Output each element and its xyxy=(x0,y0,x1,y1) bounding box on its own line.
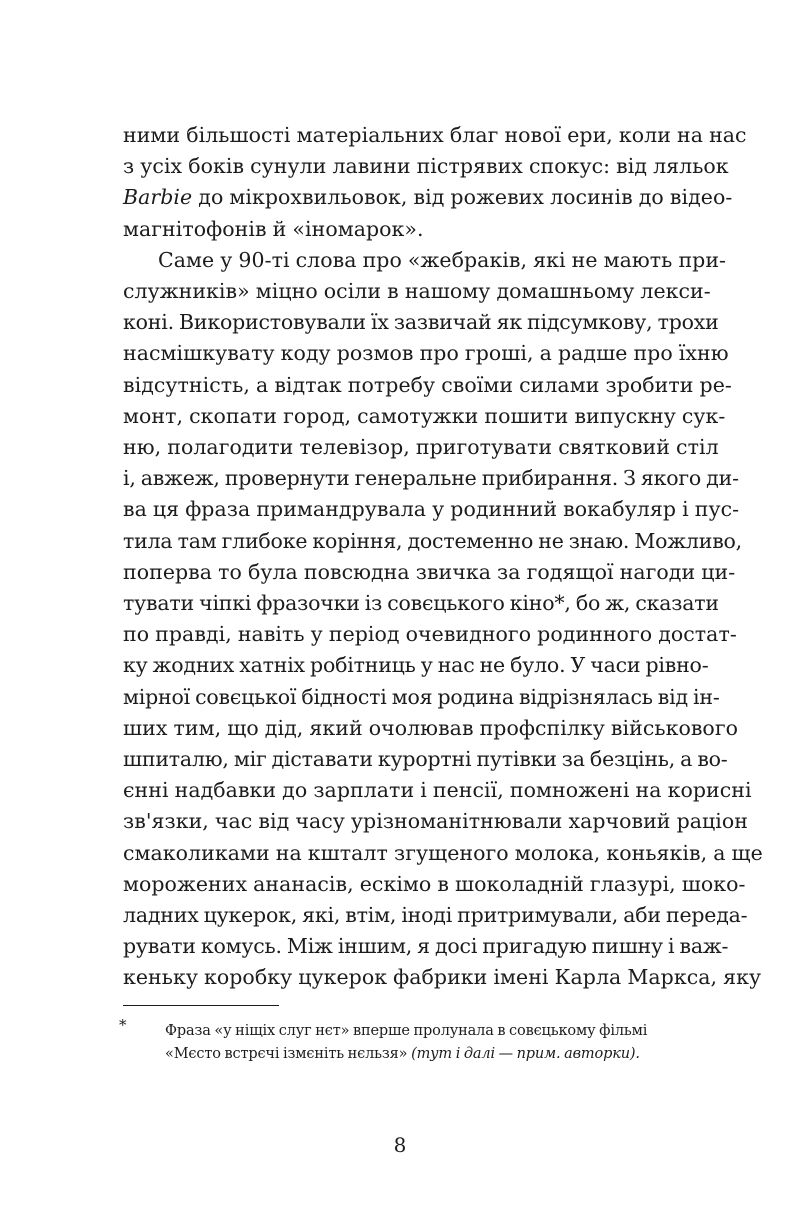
paragraph-line: зв'язки, час від часу урізноманітнювали харчовий раціон xyxy=(123,809,748,834)
footnote-text-line xyxy=(165,1047,640,1062)
paragraph-line: поперва то була повсюдна звичка за годящої нагоди ци- xyxy=(123,559,736,584)
paragraph-line: монт, скопати город, самотужки пошити випускну сук- xyxy=(123,403,726,428)
paragraph-line: шпиталю, міг діставати курортні путівки за безцінь, а во- xyxy=(123,747,728,771)
paragraph-line: по правді, навіть у період очевидного родинного достат- xyxy=(123,622,737,647)
page-number: 8 xyxy=(393,1133,407,1157)
paragraph-line: відсутність, а відтак потребу своїми силами зробити ре- xyxy=(123,372,732,397)
paragraph-line: ню, полагодити телевізор, приготувати святковий стіл xyxy=(123,435,719,459)
paragraph-line-text: до мікрохвильовок, від рожевих лосинів до відео- xyxy=(192,185,733,210)
footnote-marker: * xyxy=(119,1016,127,1034)
paragraph-line: мірної совєцької бідності моя родина відрізнялась від ін- xyxy=(123,684,720,709)
footnote-film-title: «Мєсто встрєчі ізмєніть нєльзя» xyxy=(165,1046,408,1062)
paragraph-line: ва ця фраза примандрувала у родинний вокабуляр і пус- xyxy=(123,497,740,522)
paragraph-line: ку жодних хатніх робітниць у нас не було. У часи рівно- xyxy=(123,653,709,678)
paragraph-line: з усіх боків сунули лавини пістрявих спокус: від ляльок xyxy=(123,154,729,179)
paragraph-line: насмішкувату коду розмов про гроші, а радше про їхню xyxy=(123,341,729,366)
paragraph-line: ших тим, що дід, який очолював профспілку військового xyxy=(123,715,739,740)
paragraph-line: єнні надбавки до зарплати і пенсії, помножені на корисні xyxy=(123,778,752,803)
paragraph-line: кеньку коробку цукерок фабрики імені Карла Маркса, яку xyxy=(123,965,762,990)
paragraph-line: і, авжеж, провернути генеральне прибирання. З якого ди- xyxy=(123,466,739,491)
paragraph-line: служників» міцно осіли в нашому домашньому лекси- xyxy=(123,279,711,303)
barbie-italic-word: Barbie xyxy=(123,185,193,210)
footnote-author-note: (тут і далі — прим. авторки). xyxy=(407,1046,640,1062)
paragraph-line: магнітофонів й «іномарок». xyxy=(123,216,424,241)
paragraph-line xyxy=(123,185,733,210)
paragraph-line: смаколиками на кшталт згущеного молока, коньяків, а ще xyxy=(123,840,763,865)
footnote-separator xyxy=(123,1005,279,1006)
paragraph-line: коні. Використовували їх зазвичай як підсумкову, трохи xyxy=(123,310,719,335)
paragraph-line: ними більшості матеріальних благ нової ери, коли на нас xyxy=(123,123,747,147)
paragraph-line: тувати чіпкі фразочки із совєцького кіно*, бо ж, сказати xyxy=(123,591,719,615)
footnote-text-line: Фраза «у ніщіх слуг нєт» вперше пролунала в совєцькому фільмі xyxy=(165,1023,648,1039)
paragraph-line: ладних цукерок, які, втім, іноді притримували, аби переда- xyxy=(123,903,748,927)
paragraph-line: тила там глибоке коріння, достеменно не знаю. Можливо, xyxy=(123,528,743,553)
paragraph-line: рувати комусь. Між іншим, я досі пригадую пишну і важ- xyxy=(123,934,729,959)
paragraph-first-line: Саме у 90-ті слова про «жебраків, які не мають при- xyxy=(158,247,727,272)
paragraph-line: морожених ананасів, ескімо в шоколадній глазурі, шоко- xyxy=(123,871,746,896)
